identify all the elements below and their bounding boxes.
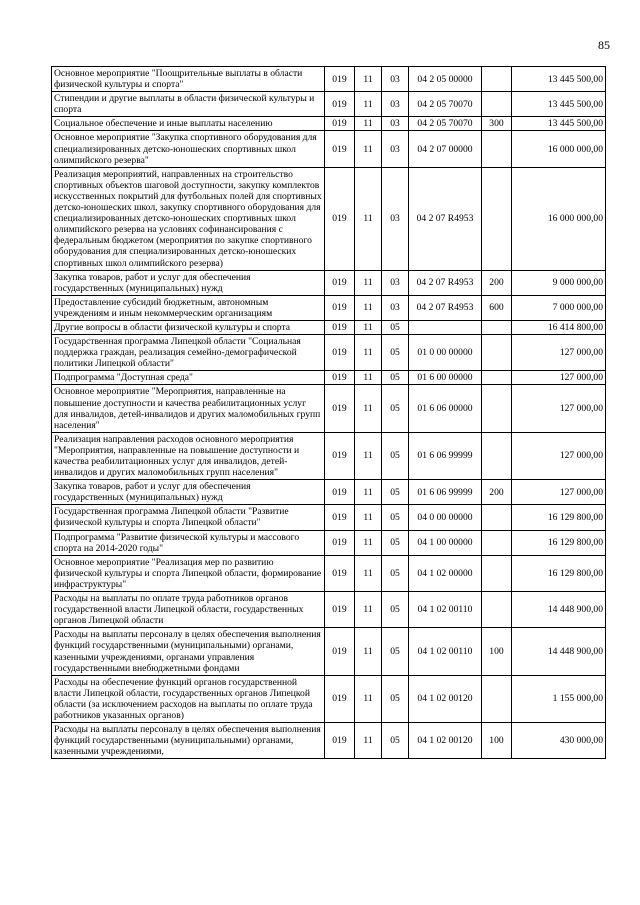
row-razdel: 11 [355, 371, 382, 385]
row-target-article: 01 0 00 00000 [409, 335, 482, 371]
row-podrazdel: 05 [382, 320, 409, 334]
row-name: Предоставление субсидий бюджетным, автономным учреждениям и иным некоммерческим организациям [52, 295, 325, 320]
row-expense-type [482, 167, 512, 270]
row-target-article: 04 1 02 00120 [409, 723, 482, 759]
row-name: Основное мероприятие "Поощрительные выплаты в области физической культуры и спорта" [52, 67, 325, 92]
row-expense-type [482, 92, 512, 117]
row-podrazdel: 05 [382, 335, 409, 371]
row-razdel: 11 [355, 270, 382, 295]
row-grbs: 019 [325, 505, 355, 530]
row-expense-type [482, 555, 512, 591]
row-expense-type [482, 432, 512, 479]
row-sum: 1 155 000,00 [512, 675, 606, 722]
row-expense-type [482, 505, 512, 530]
row-grbs: 019 [325, 371, 355, 385]
row-podrazdel: 05 [382, 385, 409, 432]
row-razdel: 11 [355, 628, 382, 675]
row-name: Основное мероприятие "Закупка спортивного оборудования для специализированных детско-юношеских спортивных школ олимпийского резерва" [52, 131, 325, 167]
row-target-article: 04 2 07 00000 [409, 131, 482, 167]
row-podrazdel: 03 [382, 92, 409, 117]
row-podrazdel: 05 [382, 371, 409, 385]
row-podrazdel: 05 [382, 480, 409, 505]
row-target-article: 04 1 02 00110 [409, 628, 482, 675]
row-sum: 16 129 800,00 [512, 555, 606, 591]
row-name: Стипендии и другие выплаты в области физической культуры и спорта [52, 92, 325, 117]
row-razdel: 11 [355, 505, 382, 530]
row-name: Закупка товаров, работ и услуг для обеспечения государственных (муниципальных) нужд [52, 480, 325, 505]
row-sum: 16 129 800,00 [512, 530, 606, 555]
table-row [52, 335, 606, 371]
row-target-article [409, 320, 482, 334]
row-podrazdel: 03 [382, 295, 409, 320]
row-target-article: 04 2 07 R4953 [409, 295, 482, 320]
row-expense-type [482, 371, 512, 385]
table-row [52, 117, 606, 131]
row-expense-type [482, 592, 512, 628]
row-razdel: 11 [355, 92, 382, 117]
table-row [52, 67, 606, 92]
row-grbs: 019 [325, 555, 355, 591]
row-razdel: 11 [355, 432, 382, 479]
row-grbs: 019 [325, 167, 355, 270]
row-razdel: 11 [355, 131, 382, 167]
row-expense-type [482, 530, 512, 555]
row-razdel: 11 [355, 67, 382, 92]
row-grbs: 019 [325, 675, 355, 722]
row-expense-type: 200 [482, 480, 512, 505]
row-podrazdel: 03 [382, 117, 409, 131]
row-podrazdel: 05 [382, 675, 409, 722]
row-expense-type: 100 [482, 723, 512, 759]
row-name: Другие вопросы в области физической культуры и спорта [52, 320, 325, 334]
row-sum: 13 445 500,00 [512, 67, 606, 92]
row-expense-type: 100 [482, 628, 512, 675]
table-row [52, 270, 606, 295]
row-podrazdel: 03 [382, 131, 409, 167]
row-target-article: 04 0 00 00000 [409, 505, 482, 530]
row-razdel: 11 [355, 480, 382, 505]
row-sum: 13 445 500,00 [512, 92, 606, 117]
table-row [52, 592, 606, 628]
row-podrazdel: 05 [382, 723, 409, 759]
row-name: Расходы на выплаты персоналу в целях обеспечения выполнения функций государственными (муниципальными) органами, казенными учреждениями, [52, 723, 325, 759]
row-name: Расходы на обеспечение функций органов государственной власти Липецкой области, государственных органов Липецкой области (за исключением расходов на выплаты по оплате труда работников указанных органов) [52, 675, 325, 722]
table-row [52, 320, 606, 334]
table-row [52, 480, 606, 505]
row-sum: 14 448 900,00 [512, 592, 606, 628]
row-sum: 127 000,00 [512, 480, 606, 505]
table-row [52, 628, 606, 675]
row-name: Расходы на выплаты по оплате труда работников органов государственной власти Липецкой области, государственных органов Липецкой области [52, 592, 325, 628]
row-target-article: 01 6 06 00000 [409, 385, 482, 432]
row-name: Расходы на выплаты персоналу в целях обеспечения выполнения функций государственными (муниципальными) органами, казенными учреждениями, органами управления государственными внебюджетными фондами [52, 628, 325, 675]
page-number: 85 [598, 38, 610, 52]
row-razdel: 11 [355, 320, 382, 334]
row-razdel: 11 [355, 335, 382, 371]
row-expense-type: 600 [482, 295, 512, 320]
row-sum: 127 000,00 [512, 335, 606, 371]
row-sum: 13 445 500,00 [512, 117, 606, 131]
row-razdel: 11 [355, 555, 382, 591]
row-grbs: 019 [325, 628, 355, 675]
row-grbs: 019 [325, 530, 355, 555]
row-sum: 127 000,00 [512, 371, 606, 385]
table-row [52, 723, 606, 759]
table-row [52, 555, 606, 591]
row-sum: 9 000 000,00 [512, 270, 606, 295]
row-podrazdel: 05 [382, 505, 409, 530]
row-name: Государственная программа Липецкой области "Развитие физической культуры и спорта Липецкой области" [52, 505, 325, 530]
row-target-article: 04 2 07 R4953 [409, 167, 482, 270]
row-grbs: 019 [325, 270, 355, 295]
row-podrazdel: 03 [382, 270, 409, 295]
row-grbs: 019 [325, 131, 355, 167]
row-target-article: 04 1 00 00000 [409, 530, 482, 555]
row-sum: 127 000,00 [512, 385, 606, 432]
row-name: Реализация мероприятий, направленных на строительство спортивных объектов шаговой доступности, закупку комплектов искусственных покрытий для футбольных полей для спортивных детско-юношеских школ, закупку спортивного оборудования для специализированных детско-юношеских спортивных школ олимпийского резерва на условиях софинансирования с федеральным бюджетом (мероприятия по закупке спортивного оборудования для специализированных детско-юношеских спортивных школ олимпийского резерва) [52, 167, 325, 270]
row-grbs: 019 [325, 67, 355, 92]
row-razdel: 11 [355, 385, 382, 432]
table-row [52, 371, 606, 385]
row-target-article: 04 1 02 00110 [409, 592, 482, 628]
row-expense-type: 200 [482, 270, 512, 295]
row-target-article: 04 1 02 00000 [409, 555, 482, 591]
row-name: Закупка товаров, работ и услуг для обеспечения государственных (муниципальных) нужд [52, 270, 325, 295]
row-sum: 16 129 800,00 [512, 505, 606, 530]
row-expense-type [482, 335, 512, 371]
row-target-article: 04 2 05 70070 [409, 117, 482, 131]
row-expense-type [482, 131, 512, 167]
row-razdel: 11 [355, 675, 382, 722]
row-target-article: 01 6 06 99999 [409, 432, 482, 479]
table-body [52, 67, 606, 759]
row-podrazdel: 05 [382, 432, 409, 479]
table-row [52, 92, 606, 117]
row-razdel: 11 [355, 295, 382, 320]
row-sum: 7 000 000,00 [512, 295, 606, 320]
row-name: Государственная программа Липецкой области "Социальная поддержка граждан, реализация семейно-демографической политики Липецкой области" [52, 335, 325, 371]
row-expense-type [482, 67, 512, 92]
row-name: Основное мероприятие "Мероприятия, направленные на повышение доступности и качества реабилитационных услуг для инвалидов, детей-инвалидов и других маломобильных групп населения" [52, 385, 325, 432]
row-podrazdel: 05 [382, 628, 409, 675]
table-row [52, 675, 606, 722]
row-sum: 16 000 000,00 [512, 167, 606, 270]
budget-table [51, 66, 606, 759]
row-target-article: 04 1 02 00120 [409, 675, 482, 722]
row-podrazdel: 05 [382, 555, 409, 591]
row-sum: 127 000,00 [512, 432, 606, 479]
row-expense-type [482, 385, 512, 432]
row-target-article: 04 2 07 R4953 [409, 270, 482, 295]
row-grbs: 019 [325, 480, 355, 505]
table-row [52, 385, 606, 432]
row-name: Реализация направления расходов основного мероприятия "Мероприятия, направленные на повышение доступности и качества реабилитационных услуг для инвалидов, детей-инвалидов и других маломобильных групп населения" [52, 432, 325, 479]
row-grbs: 019 [325, 320, 355, 334]
row-target-article: 04 2 05 00000 [409, 67, 482, 92]
row-podrazdel: 05 [382, 530, 409, 555]
table-row [52, 167, 606, 270]
table-row [52, 131, 606, 167]
table-row [52, 530, 606, 555]
row-razdel: 11 [355, 723, 382, 759]
row-sum: 14 448 900,00 [512, 628, 606, 675]
row-name: Подпрограмма "Развитие физической культуры и массового спорта на 2014-2020 годы" [52, 530, 325, 555]
row-podrazdel: 03 [382, 167, 409, 270]
row-expense-type [482, 320, 512, 334]
row-grbs: 019 [325, 592, 355, 628]
table-row [52, 432, 606, 479]
row-grbs: 019 [325, 117, 355, 131]
row-target-article: 04 2 05 70070 [409, 92, 482, 117]
row-sum: 16 414 800,00 [512, 320, 606, 334]
table-row [52, 505, 606, 530]
row-grbs: 019 [325, 92, 355, 117]
row-sum: 16 000 000,00 [512, 131, 606, 167]
row-razdel: 11 [355, 117, 382, 131]
row-sum: 430 000,00 [512, 723, 606, 759]
row-expense-type: 300 [482, 117, 512, 131]
row-target-article: 01 6 00 00000 [409, 371, 482, 385]
row-razdel: 11 [355, 167, 382, 270]
row-grbs: 019 [325, 432, 355, 479]
row-name: Социальное обеспечение и иные выплаты населению [52, 117, 325, 131]
row-grbs: 019 [325, 295, 355, 320]
row-name: Основное мероприятие "Реализация мер по развитию физической культуры и спорта Липецкой области, формирование инфраструктуры" [52, 555, 325, 591]
row-razdel: 11 [355, 530, 382, 555]
row-name: Подпрограмма "Доступная среда" [52, 371, 325, 385]
row-razdel: 11 [355, 592, 382, 628]
row-podrazdel: 05 [382, 592, 409, 628]
row-grbs: 019 [325, 723, 355, 759]
row-expense-type [482, 675, 512, 722]
row-grbs: 019 [325, 385, 355, 432]
row-grbs: 019 [325, 335, 355, 371]
row-podrazdel: 03 [382, 67, 409, 92]
table-row [52, 295, 606, 320]
row-target-article: 01 6 06 99999 [409, 480, 482, 505]
